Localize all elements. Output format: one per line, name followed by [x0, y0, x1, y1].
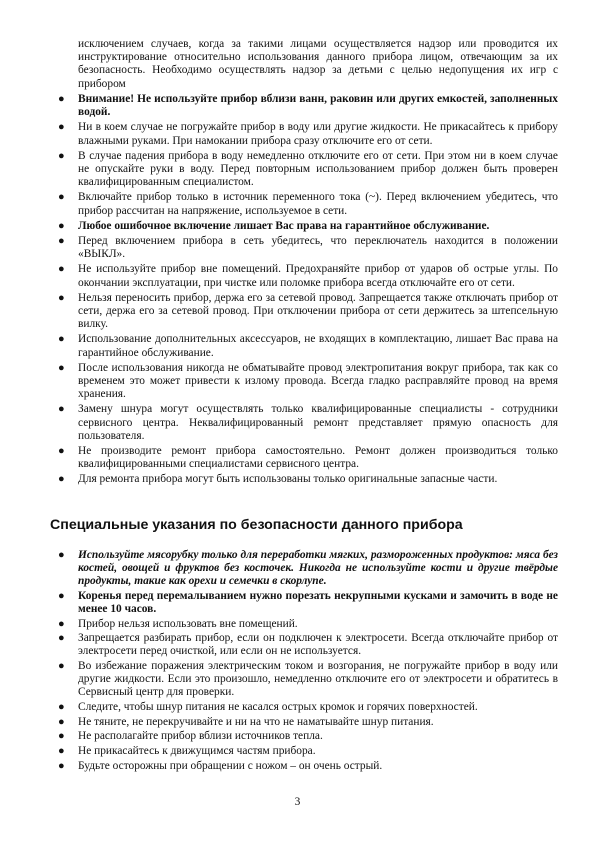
- list-item: ● Следите, чтобы шнур питания не касался острых кромок и горячих поверхностей.: [58, 701, 478, 713]
- special-safety-list: [0, 549, 595, 774]
- bullet-icon: ●: [58, 632, 65, 645]
- bullet-icon: ●: [58, 93, 65, 105]
- bullet-icon: ●: [58, 730, 65, 743]
- intro-paragraph: исключением случаев, когда за такими лицами осуществляется надзор или проводится их инструктирование относительно использования данного прибора лицом, отвечающим за их безопасность. Необходимо осуществлять надзор за детьми с целью недопущения их игр с прибором: [78, 38, 558, 90]
- bullet-icon: ●: [58, 589, 65, 602]
- bullet-icon: ●: [58, 121, 65, 134]
- bullet-icon: ●: [58, 219, 65, 232]
- bullet-icon: ●: [58, 617, 65, 630]
- list-item: ● Ни в коем случае не погружайте прибор в воду или другие жидкости. Не прикасайтесь к прибору влажными руками. При намокании прибора сразу отключите его от сети.: [58, 121, 558, 147]
- list-item: ● После использования никогда не обматывайте провод электропитания вокруг прибора, так как со временем это может привести к излому провода. Всегда гладко расправляйте провод на время хранения.: [58, 361, 558, 401]
- bullet-icon: ●: [58, 660, 65, 673]
- list-item: ● Во избежание поражения электрическим током и возгорания, не погружайте прибор в воду или другие жидкости. Если это произошло, немедленно отключите его от электросети и обратитесь в Сервисный центр для проверки.: [58, 660, 558, 699]
- page-number: 3: [294, 796, 301, 808]
- bullet-icon: ●: [58, 445, 65, 458]
- section-heading: Специальные указания по безопасности данного прибора: [50, 517, 463, 533]
- bullet-icon: ●: [58, 759, 65, 772]
- list-item: ● Будьте осторожны при обращении с ножом – он очень острый.: [58, 759, 383, 772]
- bullet-icon: ●: [58, 701, 65, 713]
- list-item: ● В случае падения прибора в воду немедленно отключите его от сети. При этом ни в коем случае не опускайте руки в воду. Перед повторным использованием прибор должен быть проверен квалифицированным специалистом.: [58, 149, 558, 189]
- list-item: ● Не используйте прибор вне помещений. Предохраняйте прибор от ударов об острые углы. По окончании эксплуатации, при чистке или поломке прибора всегда отключайте его от сети.: [58, 263, 558, 289]
- list-item: ● Внимание! Не используйте прибор вблизи ванн, раковин или других емкостей, заполненных водой.: [58, 93, 558, 119]
- bullet-icon: ●: [58, 715, 65, 728]
- general-safety-list: [0, 93, 595, 489]
- list-item: ● Включайте прибор только в источник переменного тока (~). Перед включением убедитесь, что прибор рассчитан на напряжение, используемое в сети.: [58, 191, 558, 217]
- list-item: ● Не прикасайтесь к движущимся частям прибора.: [58, 745, 316, 758]
- bullet-icon: ●: [58, 235, 65, 248]
- list-item: ● Не производите ремонт прибора самостоятельно. Ремонт должен производиться только квалифицированными специалистами сервисного центра.: [58, 445, 558, 471]
- bullet-icon: ●: [58, 549, 65, 561]
- list-item: ● Для ремонта прибора могут быть использованы только оригинальные запасные части.: [58, 473, 498, 486]
- list-item: ● Используйте мясорубку только для переработки мягких, размороженных продуктов: мяса без костей, овощей и фруктов без косточек. Никогда не используйте кости и другие твёрдые продукты, такие как орехи и семечки в скорлупе.: [58, 549, 558, 588]
- bullet-icon: ●: [58, 149, 65, 162]
- bullet-icon: ●: [58, 473, 65, 486]
- list-item: ● Перед включением прибора в сеть убедитесь, что переключатель находится в положении «ВЫКЛ».: [58, 235, 558, 261]
- list-item: ● Любое ошибочное включение лишает Вас права на гарантийное обслуживание.: [58, 219, 490, 232]
- list-item: ● Коренья перед перемалыванием нужно порезать некрупными кусками и замочить в воде не менее 10 часов.: [58, 589, 558, 615]
- bullet-icon: ●: [58, 191, 65, 204]
- bullet-icon: ●: [58, 291, 65, 304]
- bullet-icon: ●: [58, 333, 65, 346]
- list-item: ● Запрещается разбирать прибор, если он подключен к электросети. Всегда отключайте прибор от электросети перед очисткой, или если он не используется.: [58, 632, 558, 658]
- list-item: ● Не располагайте прибор вблизи источников тепла.: [58, 730, 323, 743]
- list-item: ● Не тяните, не перекручивайте и ни на что не наматывайте шнур питания.: [58, 715, 434, 728]
- bullet-icon: ●: [58, 263, 65, 276]
- list-item: ● Прибор нельзя использовать вне помещений.: [58, 617, 298, 630]
- bullet-icon: ●: [58, 403, 65, 416]
- bullet-icon: ●: [58, 745, 65, 758]
- bullet-icon: ●: [58, 361, 65, 374]
- list-item: ● Замену шнура могут осуществлять только квалифицированные специалисты - сотрудники сервисного центра. Неквалифицированный ремонт представляет прямую опасность для пользователя.: [58, 403, 558, 442]
- list-item: ● Использование дополнительных аксессуаров, не входящих в комплектацию, лишает Вас права на гарантийное обслуживание.: [58, 333, 558, 359]
- list-item: ● Нельзя переносить прибор, держа его за сетевой провод. Запрещается также отключать прибор от сети, держа его за сетевой провод. При отключении прибора от сети держитесь за штепсельную вилку.: [58, 291, 558, 331]
